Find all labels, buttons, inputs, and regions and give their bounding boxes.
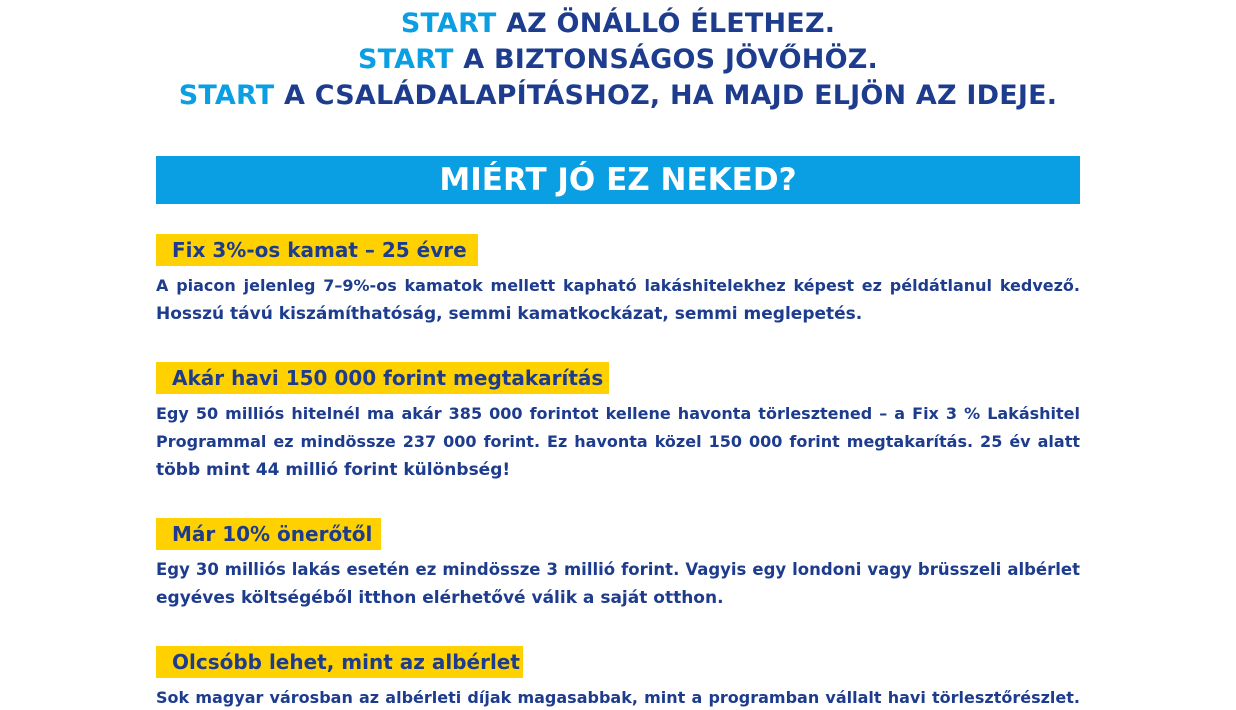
section-title: MIÉRT JÓ EZ NEKED? — [156, 156, 1080, 204]
benefit-text-savings — [156, 400, 1080, 484]
headline-1 — [0, 6, 1236, 42]
benefit-title-downpayment: Már 10% önerőtől — [156, 518, 381, 550]
benefit-text-fixed-rate — [156, 272, 1080, 328]
headline-text: A BIZTONSÁGOS JÖVŐHÖZ. — [453, 44, 878, 75]
paragraph-line: Programmal ez mindössze 237 000 forint. Ez havonta közel 150 000 forint megtakarítás. 25 év alatt — [156, 432, 1080, 451]
benefit-text-downpayment — [156, 556, 1080, 612]
headline-2 — [0, 42, 1236, 78]
paragraph-line: több mint 44 millió forint különbség! — [156, 460, 511, 480]
paragraph-line: Egy 50 milliós hitelnél ma akár 385 000 forintot kellene havonta törlesztened – a Fix 3 % Lakáshitel — [156, 404, 1080, 423]
headline-accent: START — [358, 44, 454, 75]
paragraph-line: Hosszú távú kiszámíthatóság, semmi kamatkockázat, semmi meglepetés. — [156, 304, 863, 324]
headline-text: A CSALÁDALAPÍTÁSHOZ, HA MAJD ELJÖN AZ IDEJE. — [274, 80, 1058, 111]
benefit-title-fixed-rate: Fix 3%-os kamat – 25 évre — [156, 234, 478, 266]
headline-accent: START — [178, 80, 275, 111]
paragraph-line: egyéves költségéből itthon elérhetővé válik a saját otthon. — [156, 588, 724, 608]
benefit-text-rent — [156, 684, 1080, 710]
headline-text: AZ ÖNÁLLÓ ÉLETHEZ. — [496, 8, 836, 39]
paragraph-line: Sok magyar városban az albérleti díjak magasabbak, mint a programban vállalt havi törlesztőrészlet. — [156, 688, 1080, 707]
headline-accent: START — [400, 8, 497, 39]
benefit-title-savings: Akár havi 150 000 forint megtakarítás — [156, 362, 609, 394]
paragraph-line: A piacon jelenleg 7–9%-os kamatok mellett kapható lakáshitelekhez képest ez példátlanul kedvező. — [156, 276, 1080, 295]
paragraph-line: Egy 30 milliós lakás esetén ez mindössze 3 millió forint. Vagyis egy londoni vagy brüsszeli albérlet — [156, 560, 1080, 579]
benefit-title-rent: Olcsóbb lehet, mint az albérlet — [156, 646, 523, 678]
headline-3 — [0, 78, 1236, 114]
